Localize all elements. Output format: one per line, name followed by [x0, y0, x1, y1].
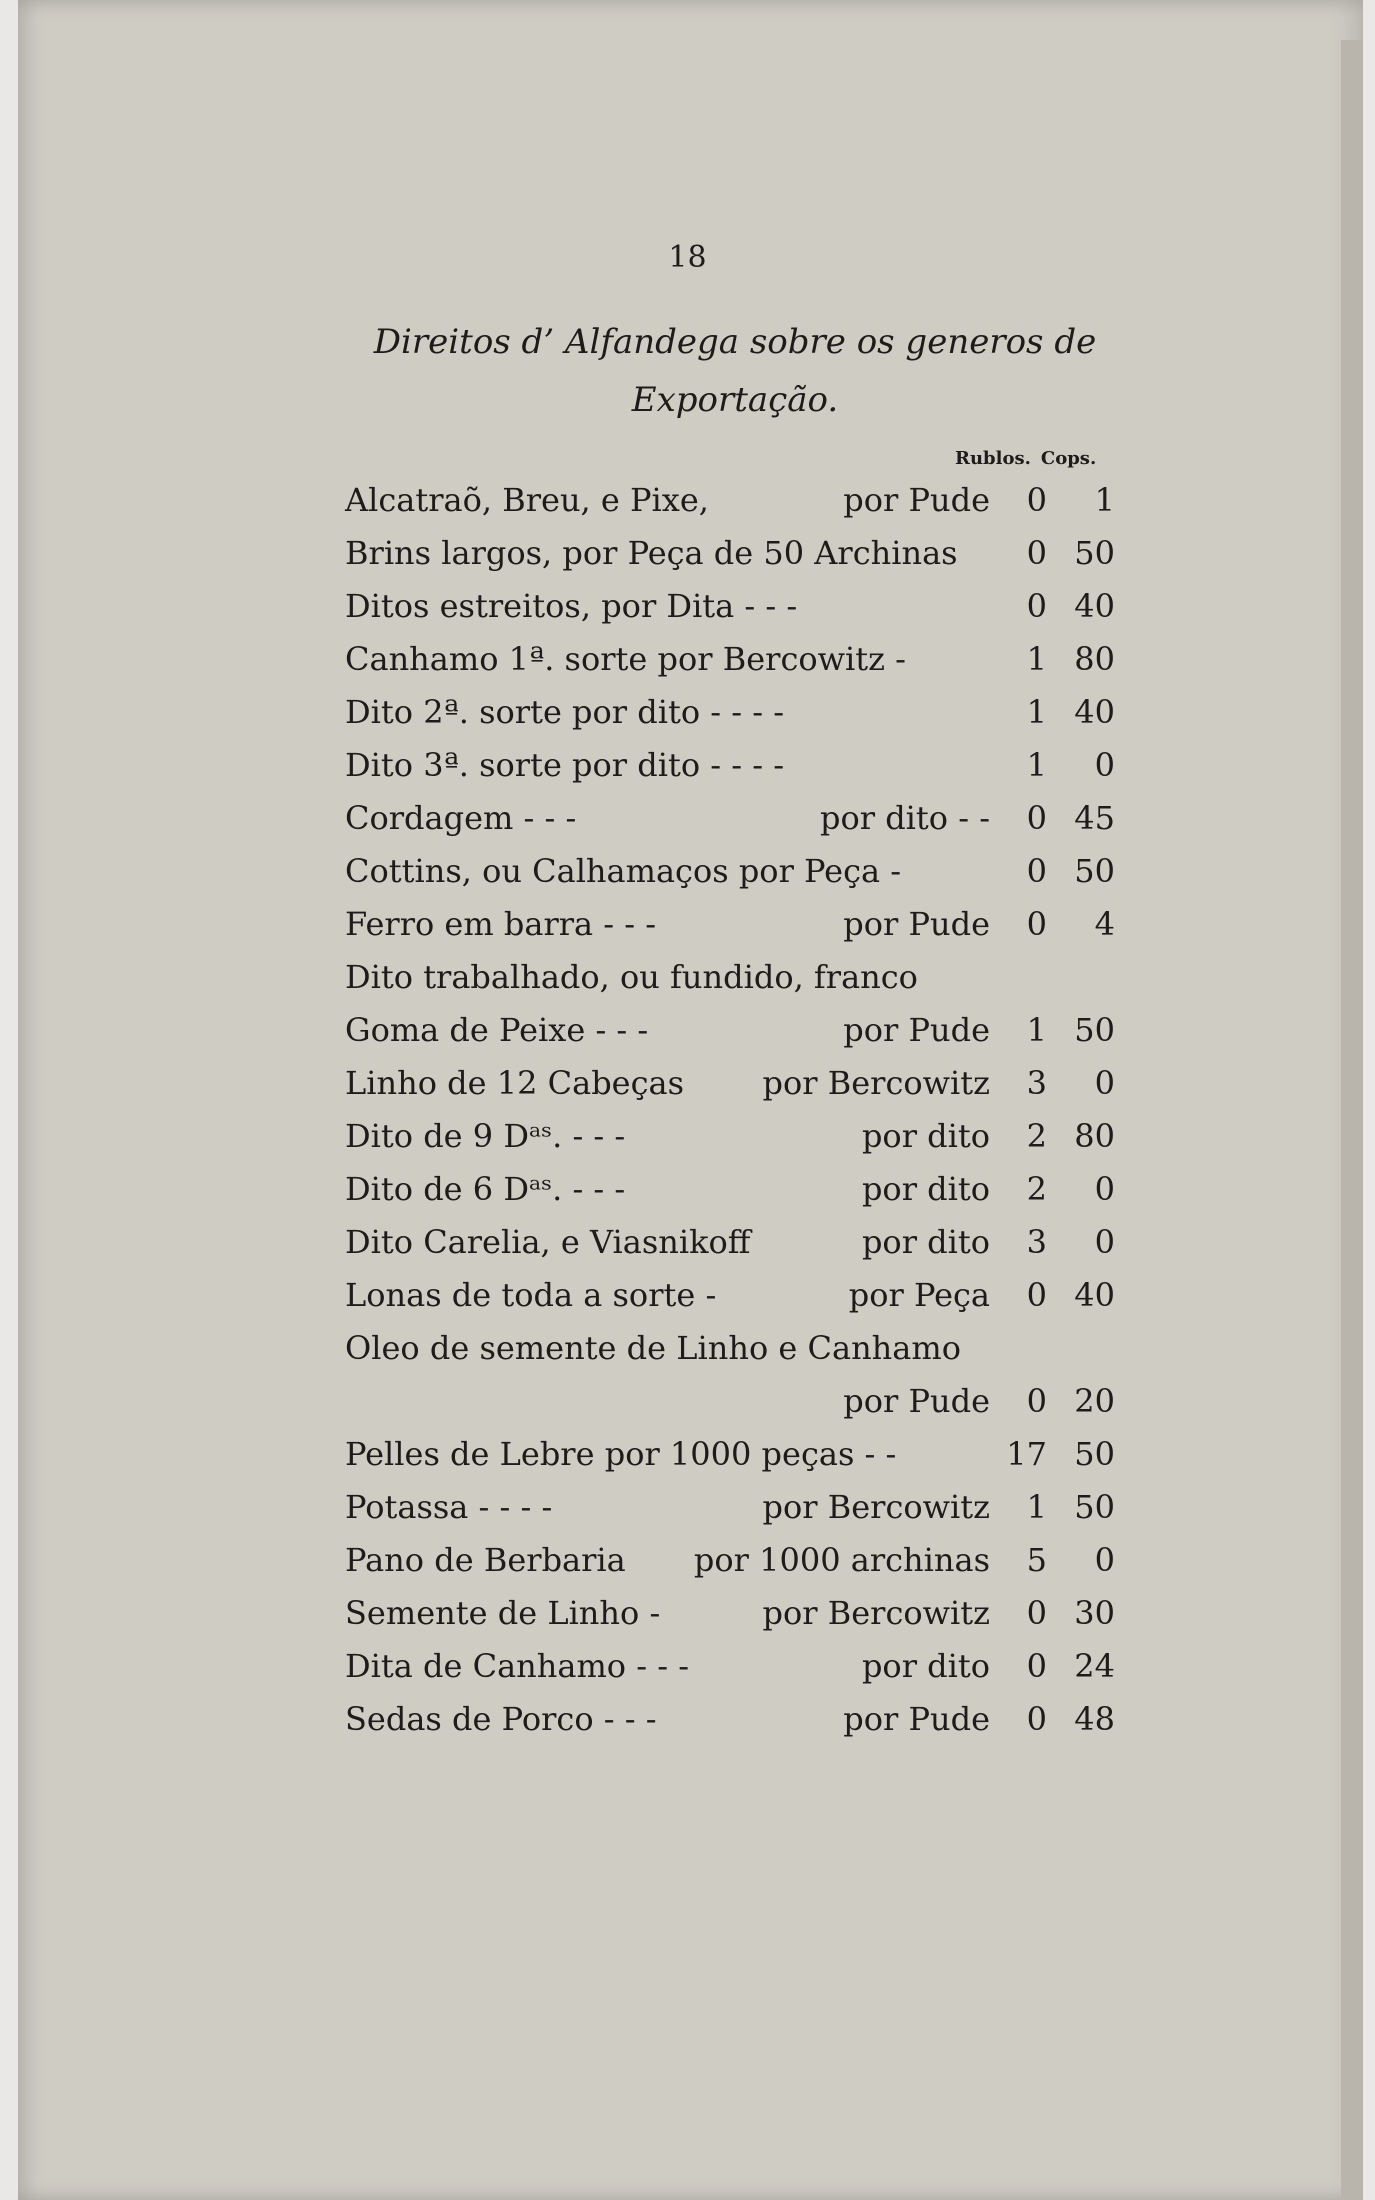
column-headers — [955, 448, 1106, 469]
page-title-continuation: Exportação. — [631, 380, 839, 420]
row-rublos: 0 — [1026, 587, 1047, 625]
row-rublos: 0 — [1026, 1382, 1047, 1420]
table-row — [345, 633, 1115, 686]
row-rublos: 2 — [1026, 1170, 1047, 1208]
row-cops: 50 — [1074, 534, 1115, 572]
row-label: Dita de Canhamo - - - — [345, 1647, 690, 1685]
table-row — [345, 898, 1115, 951]
row-cops: 48 — [1074, 1700, 1115, 1738]
row-rublos: 0 — [1026, 799, 1047, 837]
row-cops: 24 — [1074, 1647, 1115, 1685]
table-row — [345, 1216, 1115, 1269]
row-label: Dito de 6 Dᵃˢ. - - - — [345, 1170, 626, 1208]
row-unit: por dito — [861, 1117, 990, 1155]
row-cops: 80 — [1074, 640, 1115, 678]
row-cops: 4 — [1094, 905, 1115, 943]
row-label: Oleo de semente de Linho e Canhamo — [345, 1329, 961, 1367]
table-row — [345, 686, 1115, 739]
row-cops: 50 — [1074, 1435, 1115, 1473]
row-label: Dito de 9 Dᵃˢ. - - - — [345, 1117, 626, 1155]
row-label: Ferro em barra - - - — [345, 905, 657, 943]
row-label: Brins largos, por Peça de 50 Archinas — [345, 534, 958, 572]
row-cops: 50 — [1074, 1488, 1115, 1526]
page-title: Direitos d’ Alfandega sobre os generos de — [373, 322, 1097, 362]
row-rublos: 17 — [1006, 1435, 1047, 1473]
tariff-table — [345, 474, 1115, 1746]
row-cops: 0 — [1094, 1541, 1115, 1579]
row-label: Dito 3ª. sorte por dito - - - - — [345, 746, 785, 784]
row-label: Dito Carelia, e Viasnikoff — [345, 1223, 751, 1261]
row-unit: por dito — [861, 1223, 990, 1261]
page-number: 18 — [668, 240, 707, 275]
row-rublos: 3 — [1026, 1064, 1047, 1102]
row-label: Dito trabalhado, ou fundido, franco — [345, 958, 918, 996]
table-row — [345, 1057, 1115, 1110]
row-rublos: 0 — [1026, 481, 1047, 519]
row-unit: por Peça — [848, 1276, 990, 1314]
table-row — [345, 1375, 1115, 1428]
row-rublos: 5 — [1026, 1541, 1047, 1579]
row-cops: 0 — [1094, 746, 1115, 784]
table-row — [345, 1481, 1115, 1534]
row-rublos: 0 — [1026, 1647, 1047, 1685]
row-cops: 50 — [1074, 1011, 1115, 1049]
row-cops: 20 — [1074, 1382, 1115, 1420]
page-edge — [1341, 40, 1363, 2200]
row-unit: por Bercowitz — [762, 1594, 990, 1632]
table-row — [345, 1693, 1115, 1746]
row-cops: 0 — [1094, 1170, 1115, 1208]
table-row — [345, 1163, 1115, 1216]
row-cops: 80 — [1074, 1117, 1115, 1155]
row-unit: por Pude — [843, 481, 990, 519]
row-unit: por dito - - — [819, 799, 990, 837]
row-label: Linho de 12 Cabeças — [345, 1064, 685, 1102]
row-label: Dito 2ª. sorte por dito - - - - — [345, 693, 785, 731]
row-label: Cordagem - - - — [345, 799, 577, 837]
row-rublos: 2 — [1026, 1117, 1047, 1155]
row-unit: por Pude — [843, 905, 990, 943]
row-unit: por 1000 archinas — [693, 1541, 990, 1579]
table-row — [345, 845, 1115, 898]
table-row — [345, 474, 1115, 527]
row-cops: 45 — [1074, 799, 1115, 837]
row-cops: 0 — [1094, 1223, 1115, 1261]
row-rublos: 1 — [1026, 640, 1047, 678]
row-label: Cottins, ou Calhamaços por Peça - — [345, 852, 902, 890]
table-row — [345, 1322, 1115, 1375]
row-cops: 0 — [1094, 1064, 1115, 1102]
row-cops: 30 — [1074, 1594, 1115, 1632]
row-rublos: 1 — [1026, 1011, 1047, 1049]
row-rublos: 1 — [1026, 1488, 1047, 1526]
table-row — [345, 1428, 1115, 1481]
table-row — [345, 1004, 1115, 1057]
row-cops: 1 — [1094, 481, 1115, 519]
row-cops: 50 — [1074, 852, 1115, 890]
row-cops: 40 — [1074, 587, 1115, 625]
table-row — [345, 1110, 1115, 1163]
row-label: Pelles de Lebre por 1000 peças - - — [345, 1435, 897, 1473]
row-rublos: 3 — [1026, 1223, 1047, 1261]
row-label: Alcatraõ, Breu, e Pixe, — [345, 481, 709, 519]
row-unit: por Bercowitz — [762, 1064, 990, 1102]
table-row — [345, 1587, 1115, 1640]
row-label: Goma de Peixe - - - — [345, 1011, 649, 1049]
row-cops: 40 — [1074, 1276, 1115, 1314]
row-label: Canhamo 1ª. sorte por Bercowitz - — [345, 640, 906, 678]
table-row — [345, 951, 1115, 1004]
row-unit: por Pude — [843, 1011, 990, 1049]
row-rublos: 0 — [1026, 905, 1047, 943]
row-rublos: 1 — [1026, 746, 1047, 784]
row-label: Semente de Linho - — [345, 1594, 661, 1632]
header-rublos: Rublos. — [955, 448, 1031, 469]
row-rublos: 0 — [1026, 1594, 1047, 1632]
row-unit: por Pude — [843, 1700, 990, 1738]
row-label: Potassa - - - - — [345, 1488, 553, 1526]
row-unit: por Pude — [843, 1382, 990, 1420]
row-label: Pano de Berbaria — [345, 1541, 626, 1579]
table-row — [345, 1640, 1115, 1693]
row-unit: por dito — [861, 1647, 990, 1685]
row-rublos: 0 — [1026, 1276, 1047, 1314]
table-row — [345, 1269, 1115, 1322]
row-unit: por dito — [861, 1170, 990, 1208]
row-label: Sedas de Porco - - - — [345, 1700, 657, 1738]
table-row — [345, 792, 1115, 845]
row-rublos: 0 — [1026, 1700, 1047, 1738]
table-row — [345, 527, 1115, 580]
row-rublos: 0 — [1026, 852, 1047, 890]
row-label: Ditos estreitos, por Dita - - - — [345, 587, 798, 625]
row-label: Lonas de toda a sorte - — [345, 1276, 717, 1314]
table-row — [345, 580, 1115, 633]
row-rublos: 1 — [1026, 693, 1047, 731]
row-cops: 40 — [1074, 693, 1115, 731]
row-unit: por Bercowitz — [762, 1488, 990, 1526]
table-row — [345, 1534, 1115, 1587]
header-cops: Cops. — [1040, 448, 1097, 469]
table-row — [345, 739, 1115, 792]
row-rublos: 0 — [1026, 534, 1047, 572]
